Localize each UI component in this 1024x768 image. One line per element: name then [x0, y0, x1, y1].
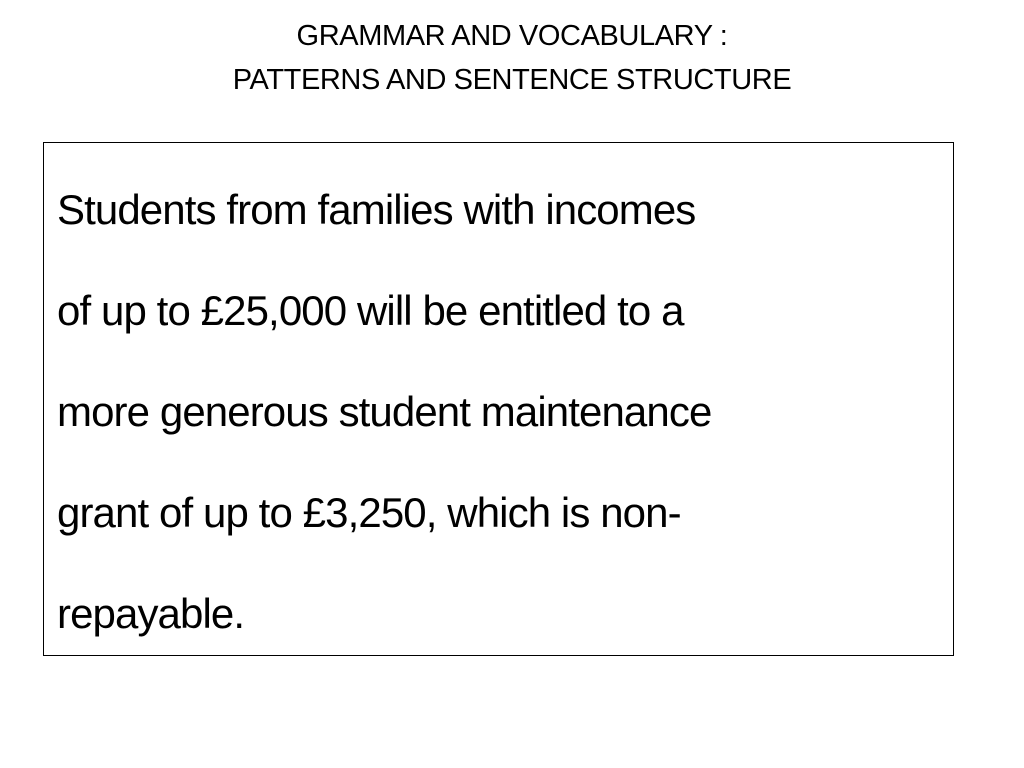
content-line-1: Students from families with incomes	[57, 186, 696, 233]
slide-title	[0, 14, 1024, 102]
content-line-2: of up to £25,000 will be entitled to a	[57, 287, 684, 334]
content-text-box	[43, 142, 954, 656]
content-line-3: more generous student maintenance	[57, 388, 712, 435]
slide-title-line-2: PATTERNS AND SENTENCE STRUCTURE	[232, 64, 792, 96]
content-line-4: grant of up to £3,250, which is non-	[57, 489, 681, 536]
content-line-5: repayable.	[57, 590, 245, 637]
content-paragraph	[57, 159, 947, 664]
slide-title-line-1: GRAMMAR AND VOCABULARY :	[296, 20, 728, 52]
